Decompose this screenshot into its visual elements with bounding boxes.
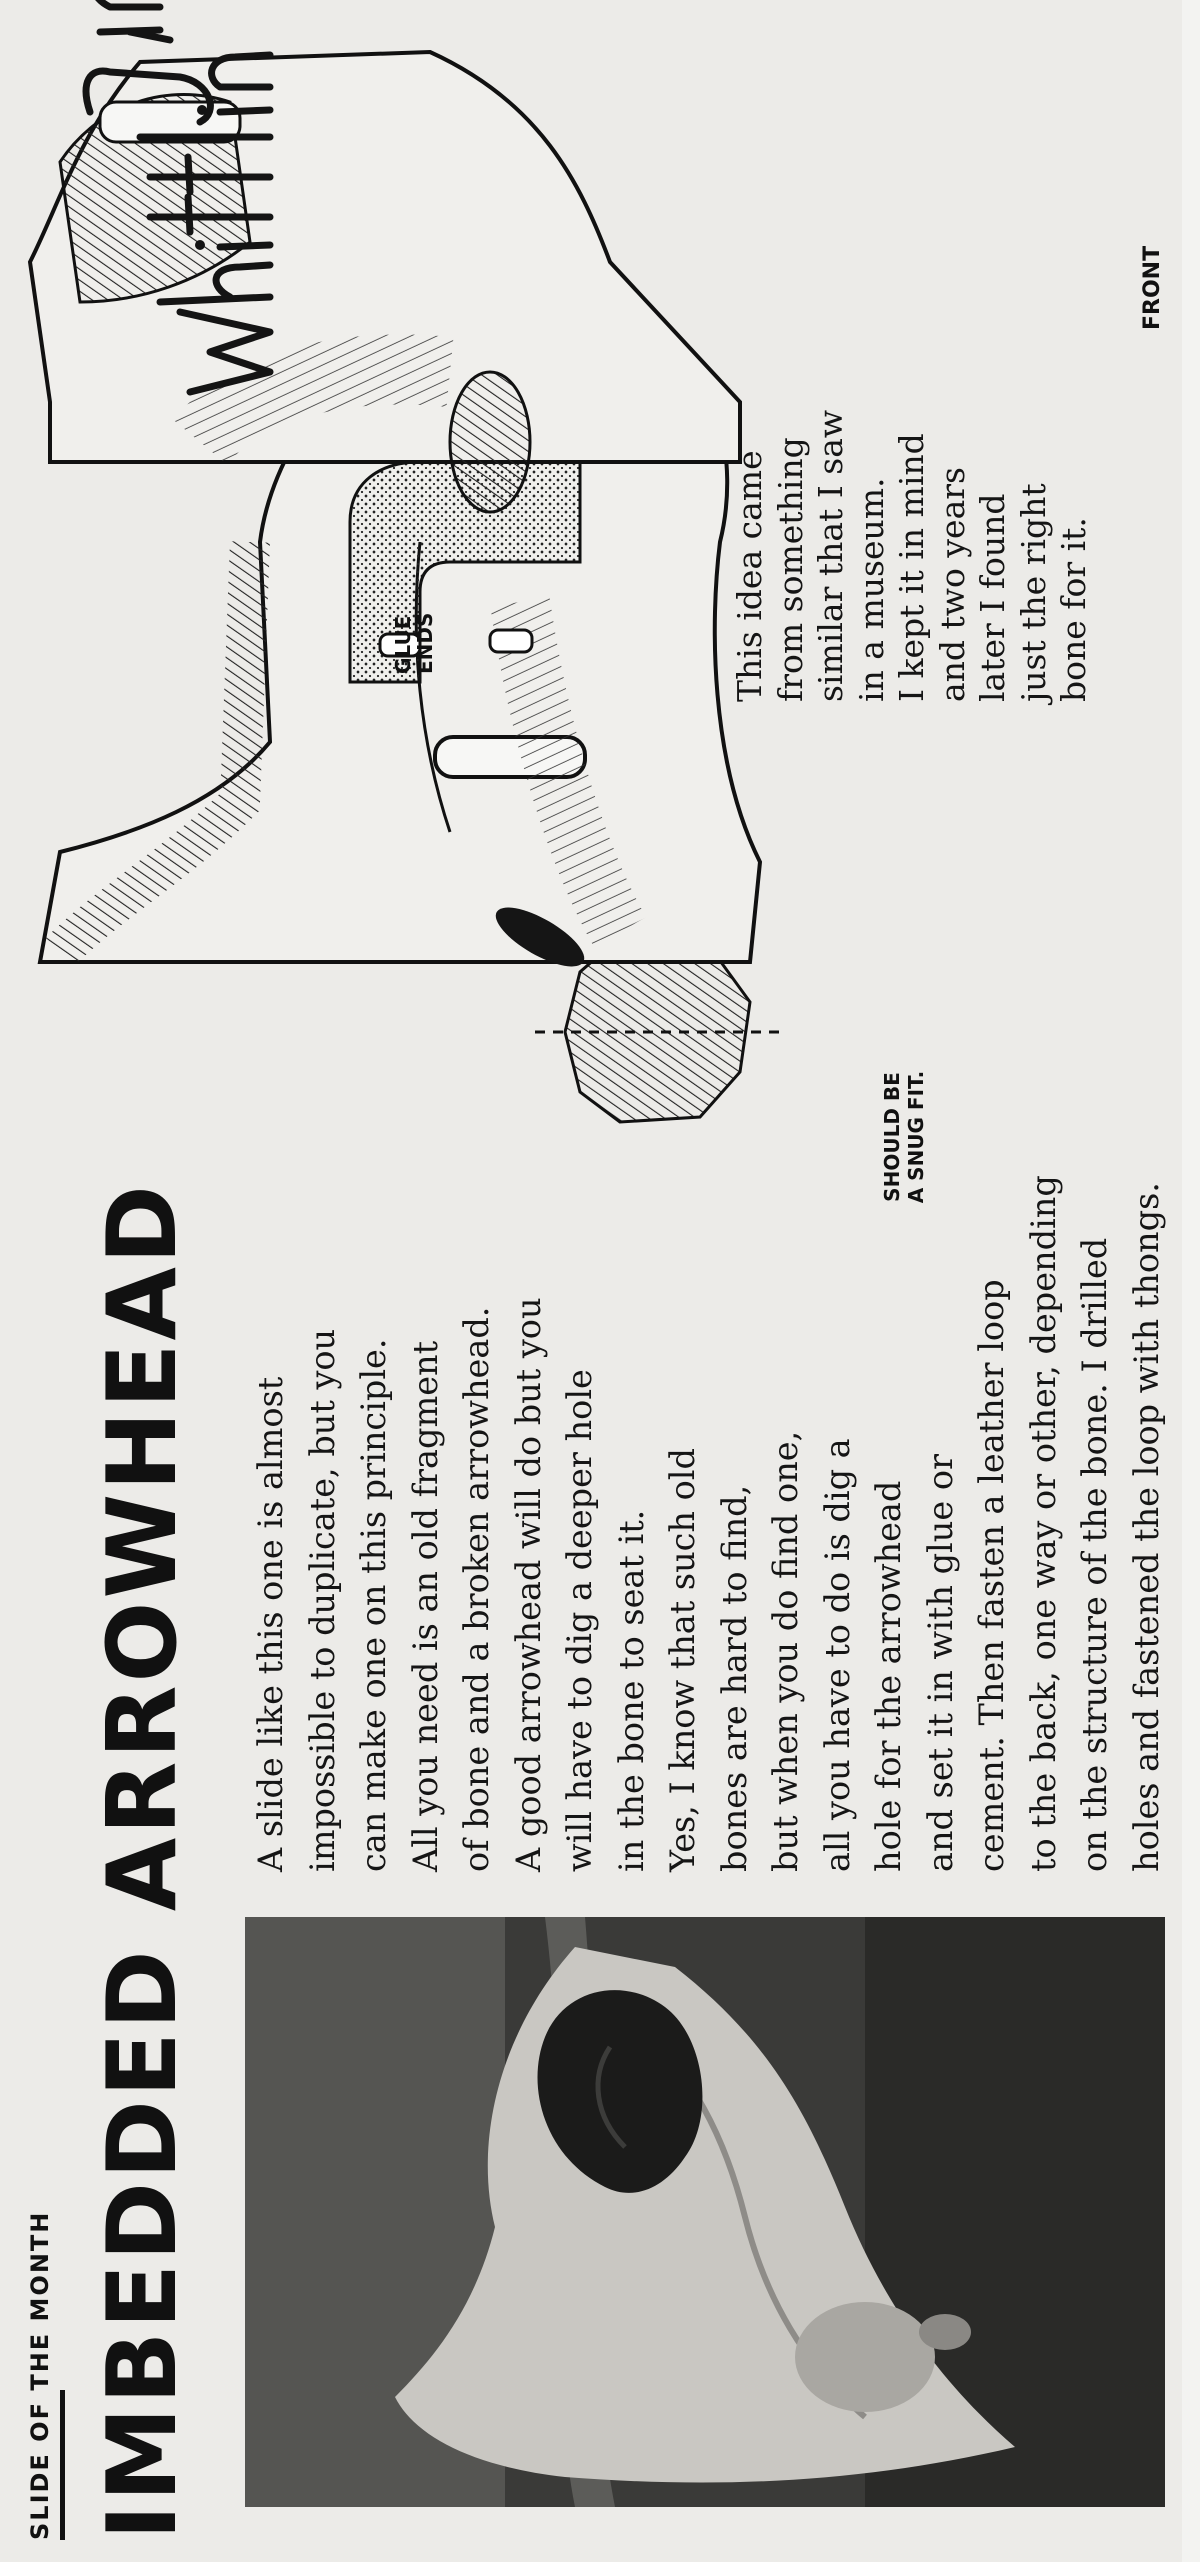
scan-edge <box>1182 0 1200 2562</box>
side-note-line: bone for it. <box>1054 517 1093 702</box>
side-note-line: This idea came <box>730 450 769 702</box>
body-line: Yes, I know that such old <box>663 1448 702 1872</box>
body-line: but when you do find one, <box>766 1430 805 1872</box>
headline: IMBEDDED ARROWHEAD <box>88 1182 198 2540</box>
side-note <box>730 2 1095 702</box>
body-line: in the bone to seat it. <box>611 1509 651 1872</box>
side-note-line: in a museum. <box>851 477 891 702</box>
body-line: can make one on this principle. <box>354 1338 393 1872</box>
body-line: to the back, one way or other, depending <box>1023 1175 1063 1872</box>
slide-photo <box>245 1917 1165 2507</box>
body-line: of bone and a broken arrowhead. <box>457 1306 496 1872</box>
side-note-line: similar that I saw <box>811 409 850 702</box>
side-note-line: and two years <box>932 467 972 702</box>
kicker-rule <box>60 2390 65 2540</box>
kicker: SLIDE OF THE MONTH <box>26 2210 54 2540</box>
body-line: hole for the arrowhead <box>869 1480 908 1872</box>
body-line: and set it in with glue or <box>920 1454 960 1872</box>
body-line: impossible to duplicate, but you <box>302 1328 342 1872</box>
body-line: cement. Then fasten a leather loop <box>972 1279 1011 1872</box>
side-note-line: from something <box>770 437 810 702</box>
snug-fit-line-1: SHOULD BE <box>880 1072 904 1202</box>
glue-ends-label <box>392 594 436 674</box>
body-line: A slide like this one is almost <box>251 1376 290 1872</box>
side-note-line: just the right <box>1013 483 1053 702</box>
body-line: A good arrowhead will do but you <box>508 1297 548 1872</box>
side-note-line: later I found <box>973 493 1012 702</box>
body-line: all you have to do is dig a <box>817 1438 857 1872</box>
whittlin-jim-signature <box>70 0 300 412</box>
body-line: All you need is an old fragment <box>405 1340 445 1872</box>
glue-line-1: GLUE <box>391 615 415 674</box>
body-line: will have to dig a deeper hole <box>560 1369 599 1872</box>
glue-line-2: ENDS <box>413 612 437 674</box>
body-line: on the structure of the bone. I drilled <box>1075 1237 1114 1872</box>
side-note-line: I kept it in mind <box>892 433 931 702</box>
snug-fit-label <box>880 1067 928 1207</box>
body-line: bones are hard to find, <box>714 1484 754 1872</box>
snug-fit-line-2: A SNUG FIT. <box>904 1070 928 1204</box>
front-label: FRONT <box>1140 245 1165 330</box>
body-line: holes and fastened the loop with thongs. <box>1126 1182 1166 1872</box>
